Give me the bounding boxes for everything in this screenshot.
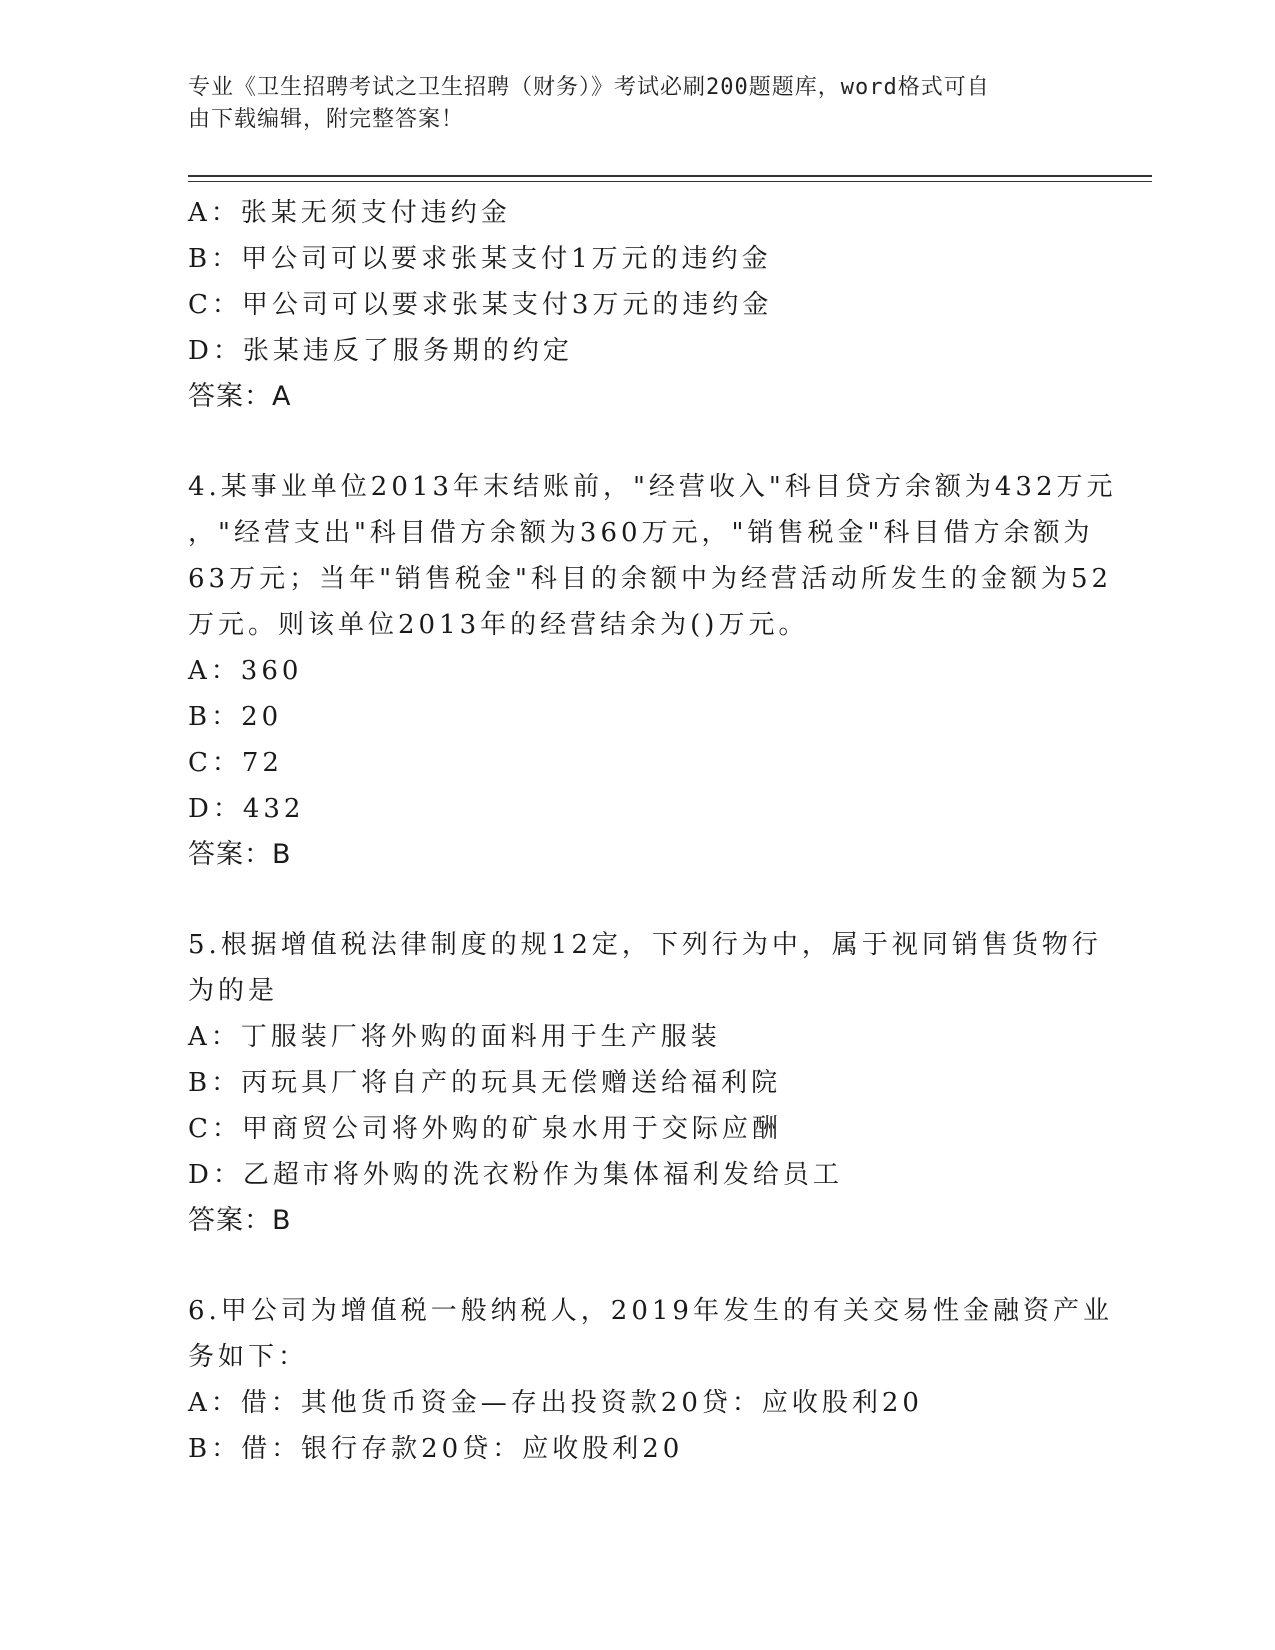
question-text-line: 务如下： xyxy=(188,1342,309,1372)
question-text-line: 6.甲公司为增值税一般纳税人，2019年发生的有关交易性金融资产业 xyxy=(188,1296,1113,1326)
question-text-line: 为的是 xyxy=(188,976,279,1006)
option-b: B：借：银行存款20贷：应收股利20 xyxy=(188,1434,684,1464)
header-divider-thin xyxy=(188,181,1152,182)
option-a: A：丁服装厂将外购的面料用于生产服装 xyxy=(188,1022,721,1052)
option-d: D：乙超市将外购的洗衣粉作为集体福利发给员工 xyxy=(188,1160,843,1190)
document-header xyxy=(188,72,1068,136)
option-b: B：甲公司可以要求张某支付1万元的违约金 xyxy=(188,244,772,274)
option-d: D：张某违反了服务期的约定 xyxy=(188,336,573,366)
document-body xyxy=(188,190,1117,1472)
option-a: A：张某无须支付违约金 xyxy=(188,198,511,228)
option-a: A：360 xyxy=(188,656,303,686)
answer-line: 答案：A xyxy=(188,381,292,412)
answer-line: 答案：B xyxy=(188,1205,292,1236)
question-text-line: 63万元；当年"销售税金"科目的余额中为经营活动所发生的金额为52 xyxy=(188,564,1113,594)
option-a: A：借：其他货币资金—存出投资款20贷：应收股利20 xyxy=(188,1388,923,1418)
header-divider-thick xyxy=(188,175,1152,177)
question-text-line: ，"经营支出"科目借方余额为360万元，"销售税金"科目借方余额为 xyxy=(188,518,1094,548)
question-4 xyxy=(188,464,1117,878)
option-c: C：72 xyxy=(188,748,283,778)
question-text-line: 4.某事业单位2013年末结账前，"经营收入"科目贷方余额为432万元 xyxy=(188,472,1117,502)
question-3 xyxy=(188,190,1078,420)
header-line-2: 由下载编辑，附完整答案！ xyxy=(188,107,465,132)
option-d: D：432 xyxy=(188,794,305,824)
question-6 xyxy=(188,1288,1113,1472)
answer-line: 答案：B xyxy=(188,839,292,870)
question-text-line: 5.根据增值税法律制度的规12定，下列行为中，属于视同销售货物行 xyxy=(188,930,1102,960)
option-b: B：丙玩具厂将自产的玩具无偿赠送给福利院 xyxy=(188,1068,782,1098)
question-text-line: 万元。则该单位2013年的经营结余为()万元。 xyxy=(188,610,809,640)
option-b: B：20 xyxy=(188,702,283,732)
header-line-1: 专业《卫生招聘考试之卫生招聘（财务）》考试必刷200题题库，word格式可自 xyxy=(188,75,990,100)
option-c: C：甲公司可以要求张某支付3万元的违约金 xyxy=(188,290,773,320)
option-c: C：甲商贸公司将外购的矿泉水用于交际应酬 xyxy=(188,1114,782,1144)
question-5 xyxy=(188,922,1102,1244)
